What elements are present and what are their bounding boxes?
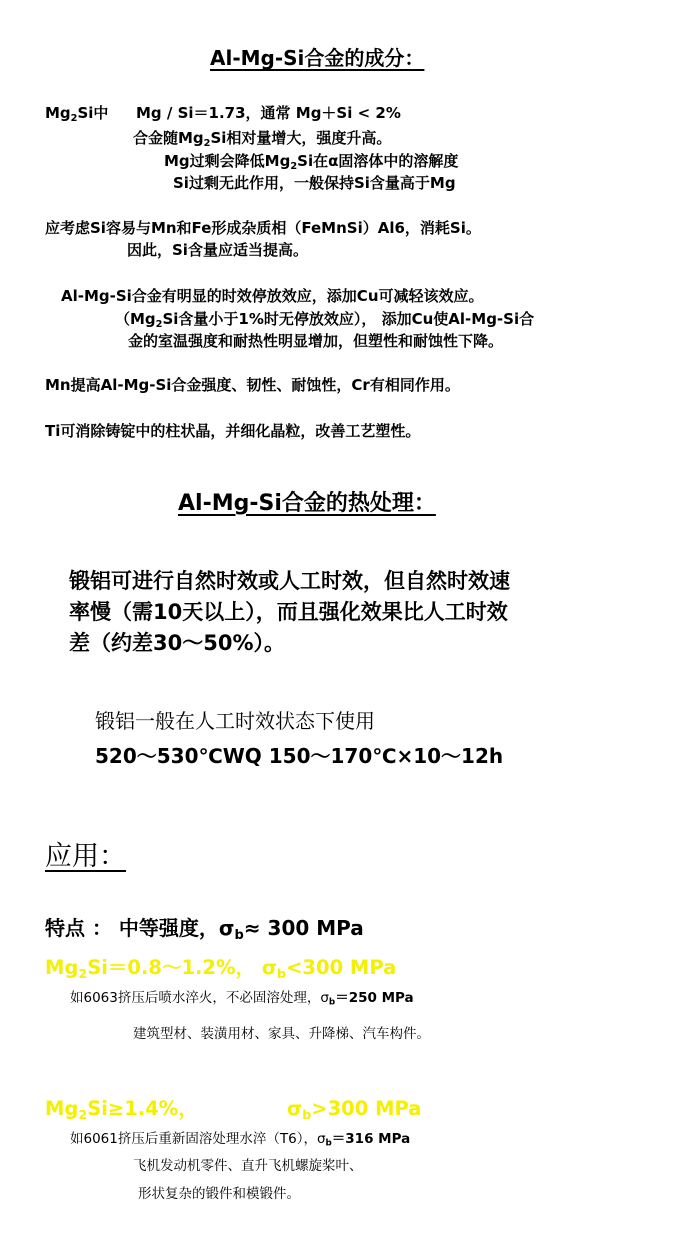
heat-use-line-1: 锻铝一般在人工时效状态下使用 <box>95 709 375 733</box>
mg2si-line-2: 合金随$Mg_2Si$相对量增大，强度升高。 <box>133 129 392 149</box>
mg2si-line-4: Si过剩无此作用，一般保持Si含量高于Mg <box>173 174 456 192</box>
mg2si-label: $Mg_2Si$中 <box>45 104 109 124</box>
heat-para-line-3: 差（约差30～50%）。 <box>69 631 285 655</box>
heat-para-line-2: 率慢（需10天以上），而且强化效果比人工时效 <box>69 600 508 624</box>
grade1-uses: 建筑型材、装潢用材、家具、升降梯、汽车构件。 <box>133 1026 430 1042</box>
features-line: 特点 ： 中等强度，$\sigma_b\approx 300$ MPa <box>45 916 364 943</box>
grade1-example: 如6063挤压后喷水淬火，不必固溶处理，$\sigma_b=250$ MPa <box>70 990 414 1008</box>
grade2-uses-line-2: 形状复杂的锻件和模锻件。 <box>138 1186 300 1202</box>
grade1-composition: $Mg_2Si=0.8\sim 1.2\%$， $\sigma_b<300$ MPa <box>45 956 397 981</box>
mg2si-line-3: Mg过剩会降低$Mg_2Si$在α固溶体中的溶解度 <box>164 152 459 172</box>
grade2-example: 如6061挤压后重新固溶处理水淬（T6），$\sigma_b=316$ MPa <box>70 1131 411 1149</box>
heat-treatment-heading: Al-Mg-Si合金的热处理： <box>178 491 436 516</box>
heat-use-params: 520～530℃WQ 150～170℃×10～12h <box>95 744 504 768</box>
mg-si-ratio: Mg / Si＝1.73，通常 Mg＋Si < 2% <box>136 104 401 122</box>
grade2-composition: $Mg_2Si\ge 1.4\%$， <box>45 1097 198 1122</box>
mn-line: Mn提高Al-Mg-Si合金强度、韧性、耐蚀性，Cr有相同作用。 <box>45 376 460 394</box>
aging-para-line-3: 金的室温强度和耐热性明显增加，但塑性和耐蚀性下降。 <box>128 332 504 350</box>
fe-para-line-1: 应考虑Si容易与Mn和Fe形成杂质相（FeMnSi）Al6，消耗Si。 <box>45 219 481 237</box>
ti-line: Ti可消除铸锭中的柱状晶，并细化晶粒，改善工艺塑性。 <box>45 422 421 440</box>
grade2-strength: $\sigma_b>300$ MPa <box>287 1097 422 1122</box>
grade2-uses-line-1: 飞机发动机零件、直升飞机螺旋桨叶、 <box>133 1158 363 1174</box>
fe-para-line-2: 因此，Si含量应适当提高。 <box>127 241 308 259</box>
aging-para-line-2: （$Mg_2Si$含量小于1%时无停放效应）， 添加Cu使Al-Mg-Si合 <box>115 310 535 330</box>
heat-para-line-1: 锻铝可进行自然时效或人工时效，但自然时效速 <box>69 569 510 593</box>
composition-heading: Al-Mg-Si合金的成分： <box>210 46 425 70</box>
application-heading: 应用： <box>45 841 126 872</box>
aging-para-line-1: Al-Mg-Si合金有明显的时效停放效应，添加Cu可减轻该效应。 <box>61 287 484 305</box>
